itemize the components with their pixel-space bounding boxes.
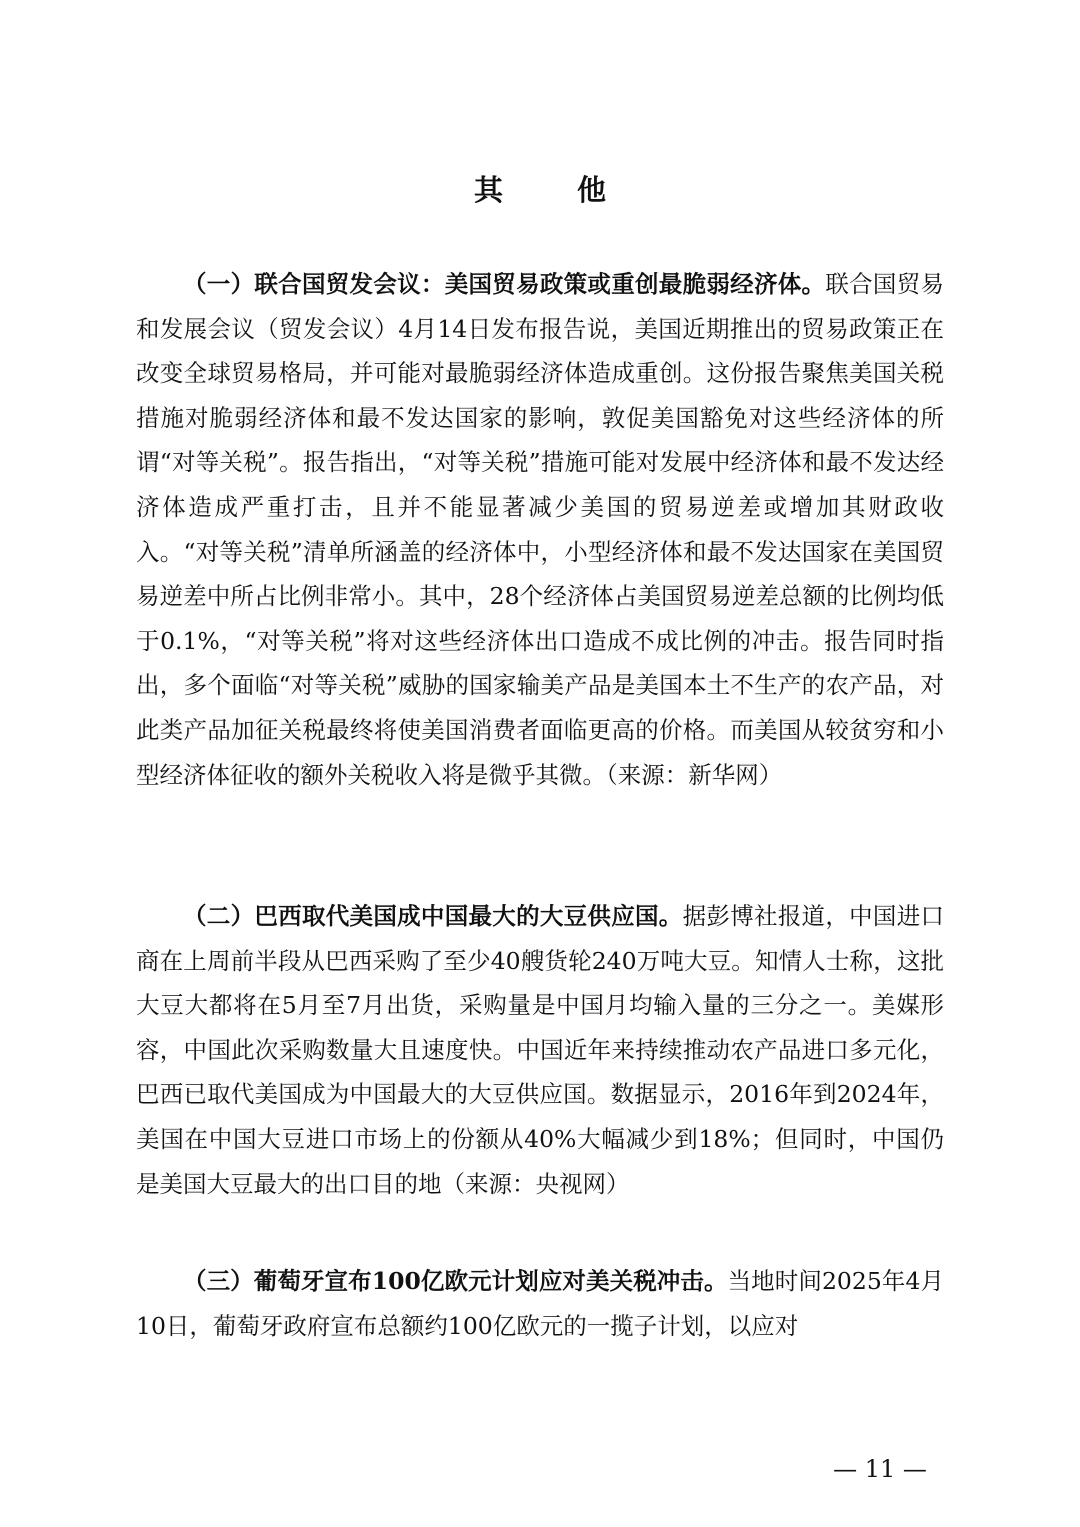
news-paragraph-2: [136, 894, 944, 1206]
paragraph-1-body: 联合国贸易和发展会议（贸发会议）4月14日发布报告说，美国近期推出的贸易政策正在改变全球贸易格局，并可能对最脆弱经济体造成重创。这份报告聚焦美国关税措施对脆弱经济体和最不发达国家的影响，敦促美国豁免对这些经济体的所谓“对等关税”。报告指出，“对等关税”措施可能对发展中经济体和最不发达经济体造成严重打击，且并不能显著减少美国的贸易逆差或增加其财政收入。“对等关税”清单所涵盖的经济体中，小型经济体和最不发达国家在美国贸易逆差中所占比例非常小。其中，28个经济体占美国贸易逆差总额的比例均低于0.1%，“对等关税”将对这些经济体出口造成不成比例的冲击。报告同时指出，多个面临“对等关税”威胁的国家输美产品是美国本土不生产的农产品，对此类产品加征关税最终将使美国消费者面临更高的价格。而美国从较贫穷和小型经济体征收的额外关税收入将是微乎其微。（来源：新华网）: [136, 270, 945, 789]
news-paragraph-1: [136, 262, 944, 797]
section-title: 其 他: [473, 173, 639, 207]
paragraph-3-body: 当地时间2025年4月10日，葡萄牙政府宣布总额约100亿欧元的一揽子计划，以应对: [136, 1267, 944, 1340]
news-paragraph-3: [136, 1259, 944, 1348]
page-number: — 11 —: [833, 1455, 927, 1483]
paragraph-2-heading: （二）巴西取代美国成中国最大的大豆供应国。: [183, 902, 683, 930]
paragraph-2-body: 据彭博社报道，中国进口商在上周前半段从巴西采购了至少40艘货轮240万吨大豆。知情人士称，这批大豆大都将在5月至7月出货，采购量是中国月均输入量的三分之一。美媒形容，中国此次采购数量大且速度快。中国近年来持续推动农产品进口多元化，巴西已取代美国成为中国最大的大豆供应国。数据显示，2016年到2024年，美国在中国大豆进口市场上的份额从40%大幅减少到18%；但同时，中国仍是美国大豆最大的出口目的地（来源：央视网）: [136, 902, 945, 1198]
paragraph-3-heading: （三）葡萄牙宣布100亿欧元计划应对美关税冲击。: [183, 1267, 728, 1295]
paragraph-1-heading: （一）联合国贸发会议：美国贸易政策或重创最脆弱经济体。: [183, 270, 826, 298]
